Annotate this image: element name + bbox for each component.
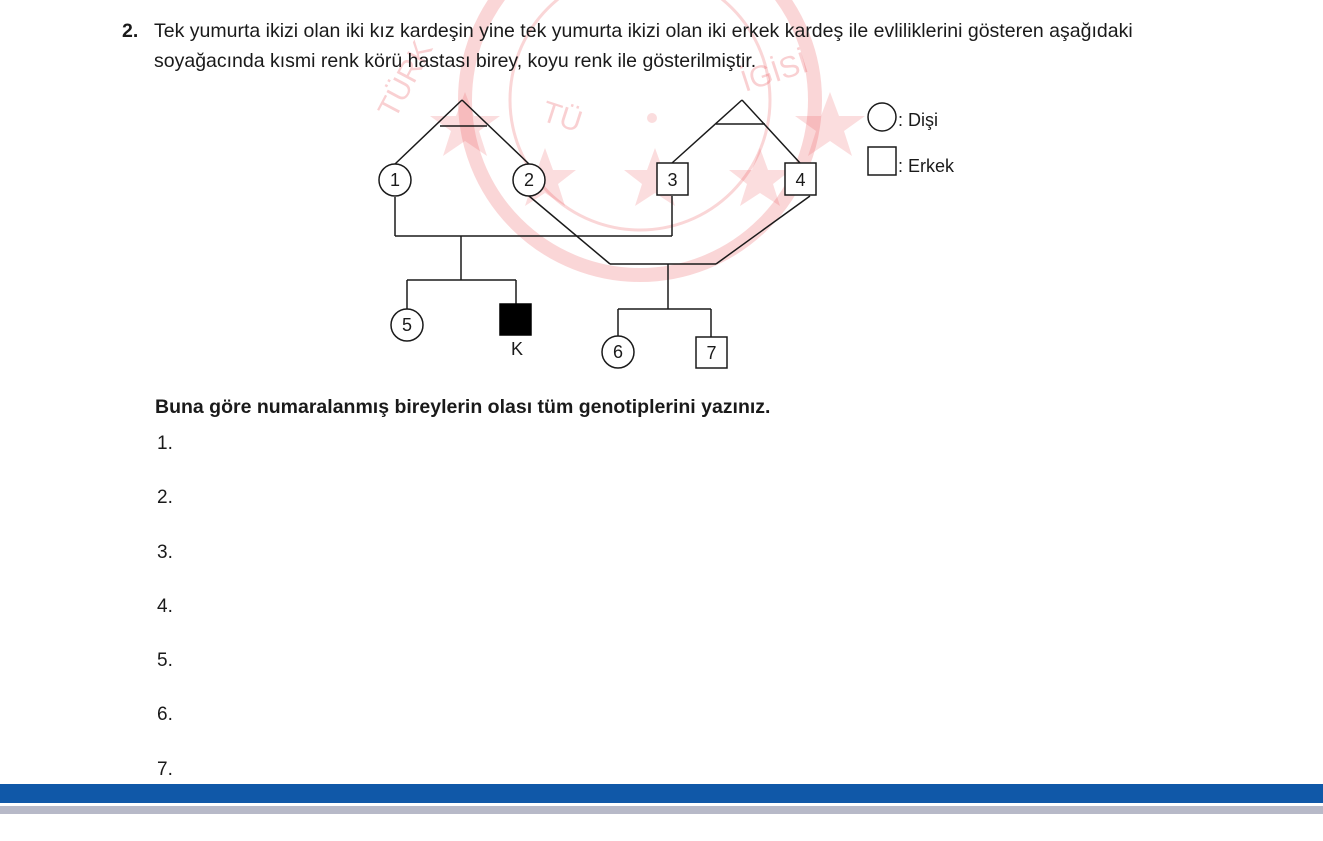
individual-6-label: 6: [612, 342, 624, 362]
legend-male-label: : Erkek: [898, 156, 955, 176]
answer-item-6: 6.: [157, 704, 173, 726]
individual-1-label: 1: [389, 170, 401, 190]
watermark-text-left: TÜRK: [372, 35, 440, 124]
watermark-text-bottom: TÜ: [537, 95, 587, 140]
watermark-text-right: İGİSİ: [736, 46, 813, 99]
question-text: Tek yumurta ikizi olan iki kız kardeşin yine tek yumurta ikizi olan iki erkek kardeş ile evliliklerini gösteren aşağıdaki soyağacında kısmi renk körü hastası birey, koyu renk ile gösterilmiştir.: [154, 20, 1133, 72]
individual-5-label: 5: [401, 315, 413, 335]
individual-k-label: K: [510, 339, 524, 359]
individual-4-label: 4: [795, 170, 806, 190]
footer-gray-bar: [0, 806, 1323, 814]
answer-item-1: 1.: [157, 433, 173, 454]
twin-line-left-b: [462, 100, 529, 164]
answer-item-2: 2.: [157, 487, 173, 509]
individual-2-label: 2: [523, 170, 535, 190]
answer-item-7: 7.: [157, 758, 173, 780]
footer-blue-bar: [0, 784, 1323, 803]
answer-list: [157, 432, 173, 812]
individual-k-affected: [500, 304, 531, 359]
twin-line-left-a: [395, 100, 462, 164]
individual-7-label: 7: [706, 343, 717, 363]
individual-6: [602, 336, 634, 368]
individual-3-label: 3: [667, 170, 678, 190]
legend-female-label: : Dişi: [898, 110, 938, 130]
individual-7: [696, 337, 727, 368]
individual-4: [785, 163, 816, 195]
individual-2: [513, 164, 545, 196]
marriage-line-2-4: [529, 196, 610, 264]
individual-3: [657, 163, 688, 195]
question-number: 2.: [122, 20, 139, 42]
answer-item-4: 4.: [157, 595, 173, 617]
individual-5: [391, 309, 423, 341]
twin-line-right-b: [742, 100, 800, 163]
answer-item-5: 5.: [157, 650, 173, 672]
individual-1: [379, 164, 411, 196]
legend-female-icon: [868, 103, 896, 131]
twin-line-right-a: [672, 100, 742, 163]
legend-male-icon: [868, 147, 896, 175]
question-prompt: Buna göre numaralanmış bireylerin olası tüm genotiplerini yazınız.: [155, 396, 771, 418]
pedigree-diagram: [0, 0, 1323, 400]
answer-item-3: 3.: [157, 541, 173, 563]
